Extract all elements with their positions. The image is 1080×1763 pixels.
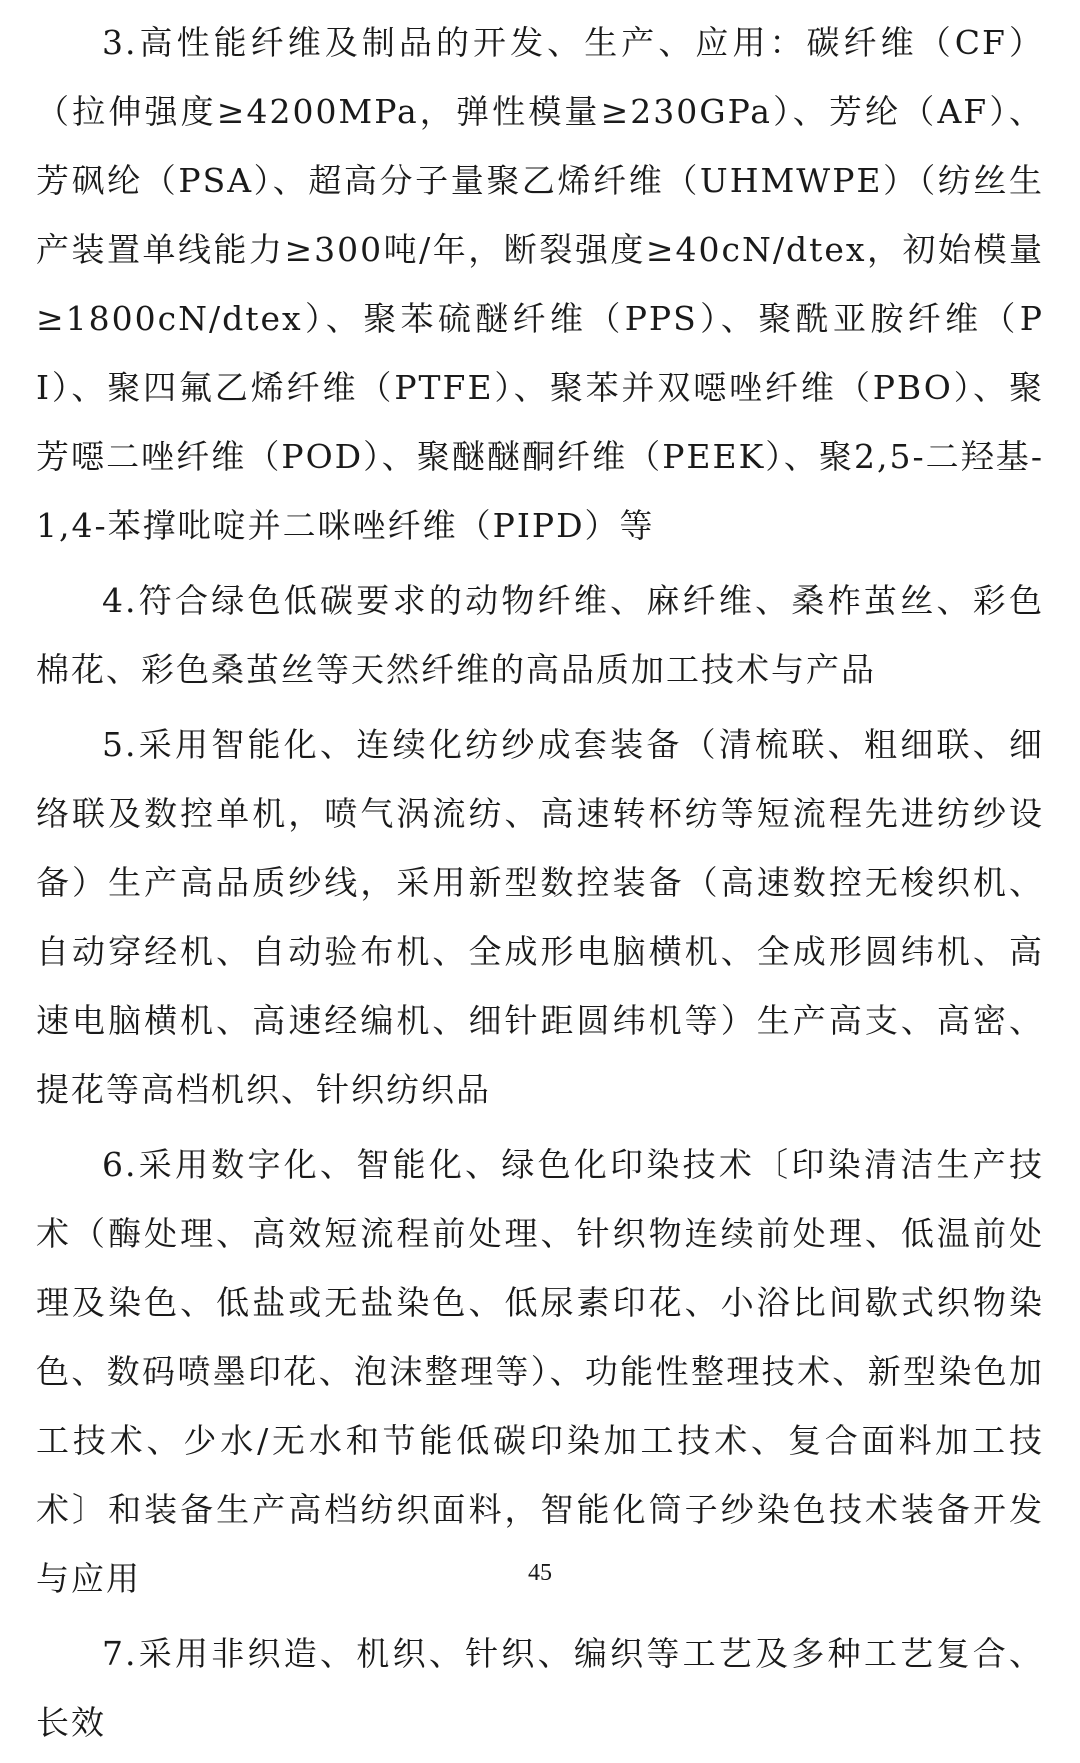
paragraph-item-4: 4.符合绿色低碳要求的动物纤维、麻纤维、桑柞茧丝、彩色棉花、彩色桑茧丝等天然纤维的高品质加工技术与产品: [36, 581, 1044, 689]
paragraph-item-6: 6.采用数字化、智能化、绿色化印染技术〔印染清洁生产技术（酶处理、高效短流程前处理、针织物连续前处理、低温前处理及染色、低盐或无盐染色、低尿素印花、小浴比间歇式织物染色、数码喷墨印花、泡沫整理等）、功能性整理技术、新型染色加工技术、少水/无水和节能低碳印染加工技术、复合面料加工技术〕和装备生产高档纺织面料，智能化筒子纱染色技术装备开发与应用: [36, 1145, 1044, 1598]
paragraph-item-7: 7.采用非织造、机织、针织、编织等工艺及多种工艺复合、长效: [36, 1634, 1044, 1742]
paragraph-item-3: 3.高性能纤维及制品的开发、生产、应用：碳纤维（CF）（拉伸强度≥4200MPa，弹性模量≥230GPa）、芳纶（AF）、芳砜纶（PSA）、超高分子量聚乙烯纤维（UHMWPE）（纺丝生产装置单线能力≥300吨/年，断裂强度≥40cN/dtex，初始模量≥1800cN/dtex）、聚苯硫醚纤维（PPS）、聚酰亚胺纤维（PI）、聚四氟乙烯纤维（PTFE）、聚苯并双噁唑纤维（PBO）、聚芳噁二唑纤维（POD）、聚醚醚酮纤维（PEEK）、聚2,5-二羟基-1,4-苯撑吡啶并二咪唑纤维（PIPD）等: [36, 23, 1044, 545]
page-number: 45: [528, 1560, 552, 1586]
paragraph-item-5: 5.采用智能化、连续化纺纱成套装备（清梳联、粗细联、细络联及数控单机，喷气涡流纺、高速转杯纺等短流程先进纺纱设备）生产高品质纱线，采用新型数控装备（高速数控无梭织机、自动穿经机、自动验布机、全成形电脑横机、全成形圆纬机、高速电脑横机、高速经编机、细针距圆纬机等）生产高支、高密、提花等高档机织、针织纺织品: [36, 725, 1044, 1109]
document-body: [36, 8, 1044, 1763]
